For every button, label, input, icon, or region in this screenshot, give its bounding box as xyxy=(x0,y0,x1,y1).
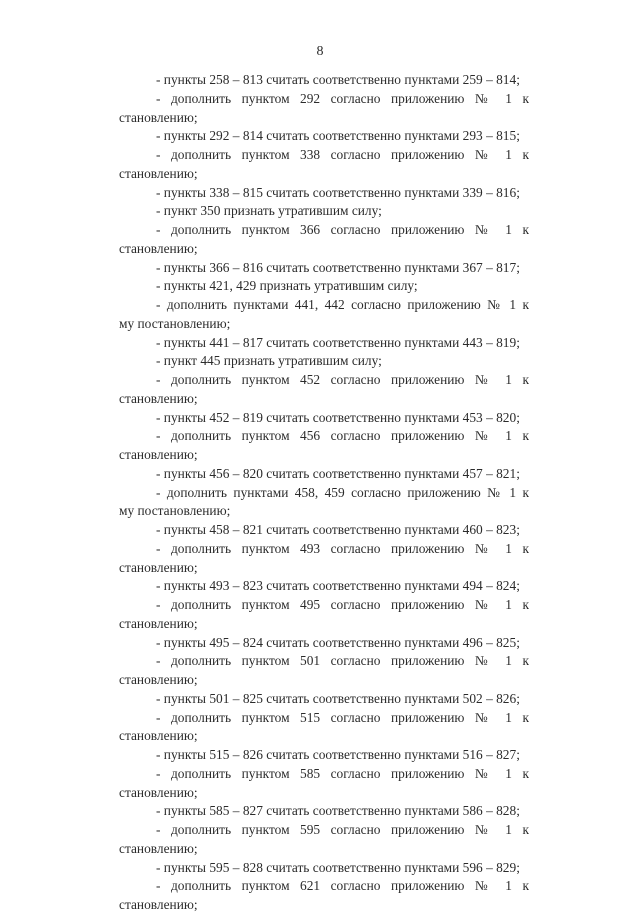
list-item: - дополнить пунктом 366 согласно приложению № 1 к xyxy=(156,222,529,237)
list-item-continuation: становлению; xyxy=(119,165,198,181)
list-item-continuation: становлению; xyxy=(119,615,198,631)
list-item: - дополнить пунктом 292 согласно приложению № 1 к xyxy=(156,90,529,106)
list-item: - дополнить пунктом 456 согласно приложению № 1 к xyxy=(156,428,529,444)
list-item: - пункты 501 – 825 считать соответственно пунктами 502 – 826; xyxy=(156,690,520,706)
list-item: - дополнить пунктом 338 согласно приложению № 1 к xyxy=(156,147,529,162)
list-item: - пункты 421, 429 признать утратившим силу; xyxy=(156,278,418,294)
list-item: - дополнить пунктом 621 согласно приложению № 1 к xyxy=(156,878,529,894)
list-item: - пункты 585 – 827 считать соответственно пунктами 586 – 828; xyxy=(156,803,520,819)
list-item-continuation: становлению; xyxy=(119,728,198,744)
list-item-continuation: становлению; xyxy=(119,559,198,575)
list-item: - пункты 366 – 816 считать соответственно пунктами 367 – 817; xyxy=(156,259,520,275)
list-item: - пункты 441 – 817 считать соответственно пунктами 443 – 819; xyxy=(156,334,520,350)
list-item: - пункты 515 – 826 считать соответственно пунктами 516 – 827; xyxy=(156,747,520,762)
document-body xyxy=(119,71,529,915)
list-item: - дополнить пунктом 493 согласно приложению № 1 к xyxy=(156,540,529,556)
list-item: - дополнить пунктами 458, 459 согласно приложению № 1 к xyxy=(156,484,529,500)
list-item: - пункты 258 – 813 считать соответственно пунктами 259 – 814; xyxy=(156,72,520,87)
page-number: 8 xyxy=(316,44,324,59)
list-item-continuation: му постановлению; xyxy=(119,503,231,519)
list-item-continuation: становлению; xyxy=(119,784,198,800)
list-item: - дополнить пунктом 495 согласно приложению № 1 к xyxy=(156,597,529,612)
list-item: - пункты 292 – 814 считать соответственно пунктами 293 – 815; xyxy=(156,128,520,144)
list-item-continuation: му постановлению; xyxy=(119,315,231,331)
list-item-continuation: становлению; xyxy=(119,390,198,406)
list-item: - дополнить пунктом 585 согласно приложению № 1 к xyxy=(156,765,529,781)
list-item-continuation: становлению; xyxy=(119,240,198,256)
list-item: - пункты 452 – 819 считать соответственно пунктами 453 – 820; xyxy=(156,409,520,425)
list-item: - дополнить пунктами 441, 442 согласно приложению № 1 к xyxy=(156,297,529,312)
list-item: - пункты 595 – 828 считать соответственно пунктами 596 – 829; xyxy=(156,859,520,875)
list-item: - пункты 493 – 823 считать соответственно пунктами 494 – 824; xyxy=(156,578,520,594)
list-item: - дополнить пунктом 515 согласно приложению № 1 к xyxy=(156,709,529,725)
list-item-continuation: становлению; xyxy=(119,672,198,687)
list-item-continuation: становлению; xyxy=(119,897,198,912)
list-item: - дополнить пунктом 595 согласно приложению № 1 к xyxy=(156,822,529,837)
list-item: - пункты 458 – 821 считать соответственно пунктами 460 – 823; xyxy=(156,522,520,537)
list-item-continuation: становлению; xyxy=(119,840,198,856)
list-item: - пункт 350 признать утратившим силу; xyxy=(156,203,382,219)
list-item-continuation: становлению; xyxy=(119,109,198,125)
list-item: - дополнить пунктом 501 согласно приложению № 1 к xyxy=(156,653,529,669)
list-item: - пункты 338 – 815 считать соответственно пунктами 339 – 816; xyxy=(156,184,520,200)
list-item-continuation: становлению; xyxy=(119,447,198,462)
list-item: - пункт 445 признать утратившим силу; xyxy=(156,353,382,369)
list-item: - пункты 456 – 820 считать соответственно пунктами 457 – 821; xyxy=(156,465,520,481)
list-item: - дополнить пунктом 452 согласно приложению № 1 к xyxy=(156,372,529,387)
list-item: - пункты 495 – 824 считать соответственно пунктами 496 – 825; xyxy=(156,634,520,650)
